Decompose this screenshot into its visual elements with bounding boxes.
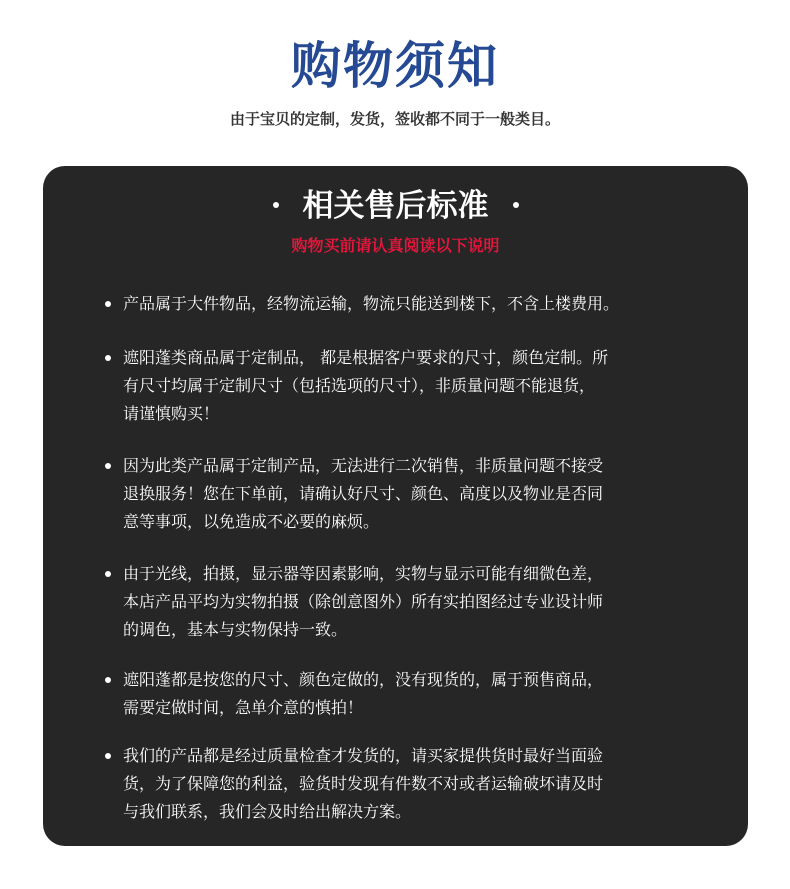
rule-item bbox=[103, 742, 683, 826]
rule-line: 意等事项，以免造成不必要的麻烦。 bbox=[123, 512, 380, 531]
rule-item bbox=[103, 290, 683, 318]
bullet-dot-icon bbox=[105, 571, 111, 577]
bullet-dot-icon bbox=[513, 202, 519, 208]
rule-line: 有尺寸均属于定制尺寸（包括选项的尺寸），非质量问题不能退货， bbox=[123, 376, 596, 395]
rule-line: 的调色，基本与实物保持一致。 bbox=[123, 620, 348, 639]
rule-item bbox=[103, 344, 683, 428]
rule-item bbox=[103, 452, 683, 536]
rule-line: 由于光线，拍摄，显示器等因素影响，实物与显示可能有细微色差， bbox=[123, 564, 604, 583]
rule-line: 遮阳蓬都是按您的尺寸、颜色定做的，没有现货的，属于预售商品， bbox=[123, 670, 604, 689]
panel-heading: 相关售后标准 bbox=[302, 188, 489, 224]
rule-line: 我们的产品都是经过质量检查才发货的，请买家提供货时最好当面验 bbox=[123, 746, 604, 765]
bullet-dot-icon bbox=[105, 355, 111, 361]
rule-line: 请谨慎购买！ bbox=[123, 404, 220, 423]
rule-line: 货，为了保障您的利益，验货时发现有件数不对或者运输破坏请及时 bbox=[123, 774, 604, 793]
rule-line: 产品属于大件物品，经物流运输，物流只能送到楼下，不含上楼费用。 bbox=[123, 294, 620, 313]
rule-line: 退换服务！您在下单前，请确认好尺寸、颜色、高度以及物业是否同 bbox=[123, 484, 604, 503]
rule-line: 与我们联系，我们会及时给出解决方案。 bbox=[123, 802, 412, 821]
page-title: 购物须知 bbox=[291, 37, 499, 95]
bullet-dot-icon bbox=[105, 463, 111, 469]
rule-item bbox=[103, 560, 683, 644]
rule-line: 因为此类产品属于定制产品，无法进行二次销售，非质量问题不接受 bbox=[123, 456, 604, 475]
bullet-dot-icon bbox=[105, 677, 111, 683]
bullet-dot-icon bbox=[105, 753, 111, 759]
rule-line: 本店产品平均为实物拍摄（除创意图外）所有实拍图经过专业设计师 bbox=[123, 592, 604, 611]
rule-line: 需要定做时间，急单介意的慎拍！ bbox=[123, 698, 364, 717]
panel-heading-row bbox=[43, 182, 748, 230]
rule-item bbox=[103, 666, 683, 722]
rule-line: 遮阳蓬类商品属于定制品， 都是根据客户要求的尺寸，颜色定制。所 bbox=[123, 348, 609, 367]
bullet-dot-icon bbox=[273, 202, 279, 208]
after-sales-panel bbox=[43, 166, 748, 846]
panel-note: 购物买前请认真阅读以下说明 bbox=[291, 236, 500, 255]
bullet-dot-icon bbox=[105, 301, 111, 307]
page-subtitle: 由于宝贝的定制，发货，签收都不同于一般类目。 bbox=[229, 110, 560, 128]
